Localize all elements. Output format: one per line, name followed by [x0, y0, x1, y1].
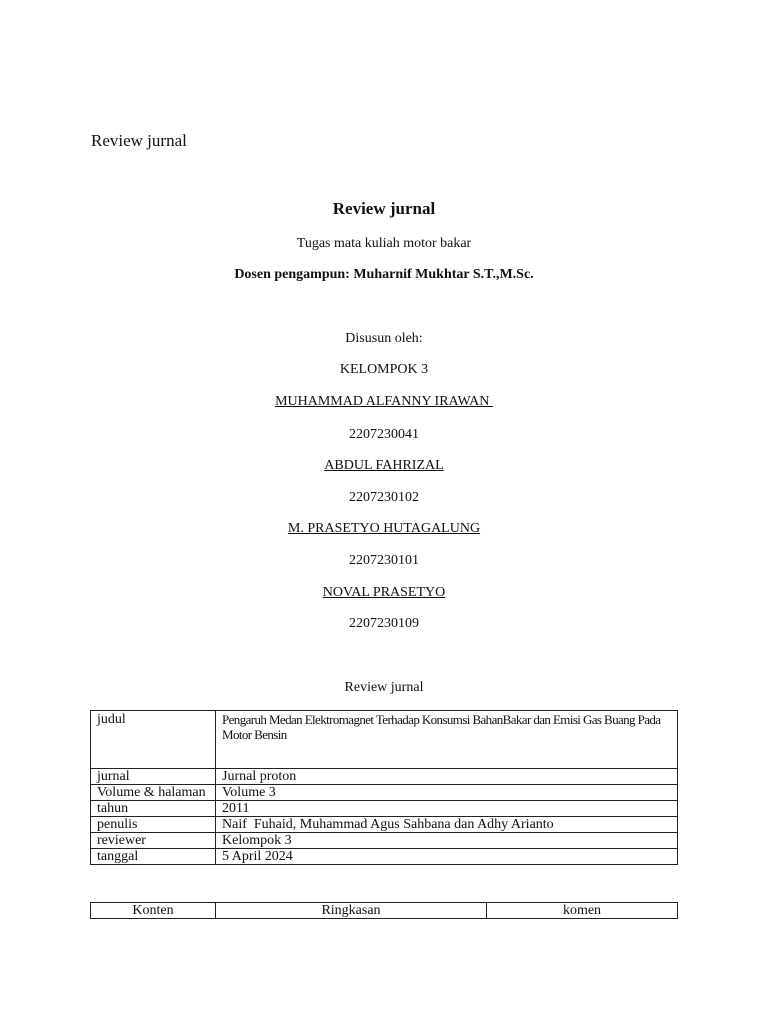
member-name: M. PRASETYO HUTAGALUNG	[287, 521, 481, 536]
table-row	[91, 711, 678, 769]
table-row	[91, 801, 678, 817]
table-row	[91, 785, 678, 801]
column-header-konten: Konten	[91, 903, 216, 919]
column-header-ringkasan: Ringkasan	[216, 903, 487, 919]
row-value: Kelompok 3	[216, 833, 678, 849]
table-row	[91, 817, 678, 833]
member-id: 2207230102	[349, 490, 419, 505]
member-id: 2207230101	[349, 553, 419, 568]
row-value: Naif Fuhaid, Muhammad Agus Sahbana dan Adhy Arianto	[216, 817, 678, 833]
row-key: tanggal	[91, 849, 216, 865]
column-header-komen: komen	[487, 903, 678, 919]
member-name: NOVAL PRASETYO	[322, 585, 446, 600]
cover-title: Review jurnal	[332, 199, 436, 218]
row-key: penulis	[91, 817, 216, 833]
row-key: Volume & halaman	[91, 785, 216, 801]
review-table	[90, 710, 678, 865]
page-heading: Review jurnal	[91, 131, 187, 150]
table-row	[91, 769, 678, 785]
row-value: Jurnal proton	[216, 769, 678, 785]
prepared-by-label: Disusun oleh:	[345, 331, 423, 346]
lecturer-line: Dosen pengampun: Muharnif Mukhtar S.T.,M.Sc.	[234, 267, 534, 282]
row-key: reviewer	[91, 833, 216, 849]
group-name: KELOMPOK 3	[339, 362, 429, 377]
member-name: ABDUL FAHRIZAL	[324, 458, 444, 473]
row-key: judul	[91, 711, 216, 769]
row-value: Pengaruh Medan Elektromagnet Terhadap Konsumsi BahanBakar dan Emisi Gas Buang Pada Motor Bensin	[216, 711, 678, 769]
member-id: 2207230109	[349, 616, 419, 631]
row-value: 5 April 2024	[216, 849, 678, 865]
table-header-row	[91, 903, 678, 919]
table-row	[91, 833, 678, 849]
row-value: 2011	[216, 801, 678, 817]
review-section-title: Review jurnal	[344, 680, 424, 695]
member-id: 2207230041	[349, 427, 419, 442]
member-name: MUHAMMAD ALFANNY IRAWAN	[275, 394, 493, 409]
row-value: Volume 3	[216, 785, 678, 801]
table-row	[91, 849, 678, 865]
cover-subtitle: Tugas mata kuliah motor bakar	[296, 236, 472, 251]
content-table	[90, 902, 678, 919]
row-key: tahun	[91, 801, 216, 817]
row-key: jurnal	[91, 769, 216, 785]
